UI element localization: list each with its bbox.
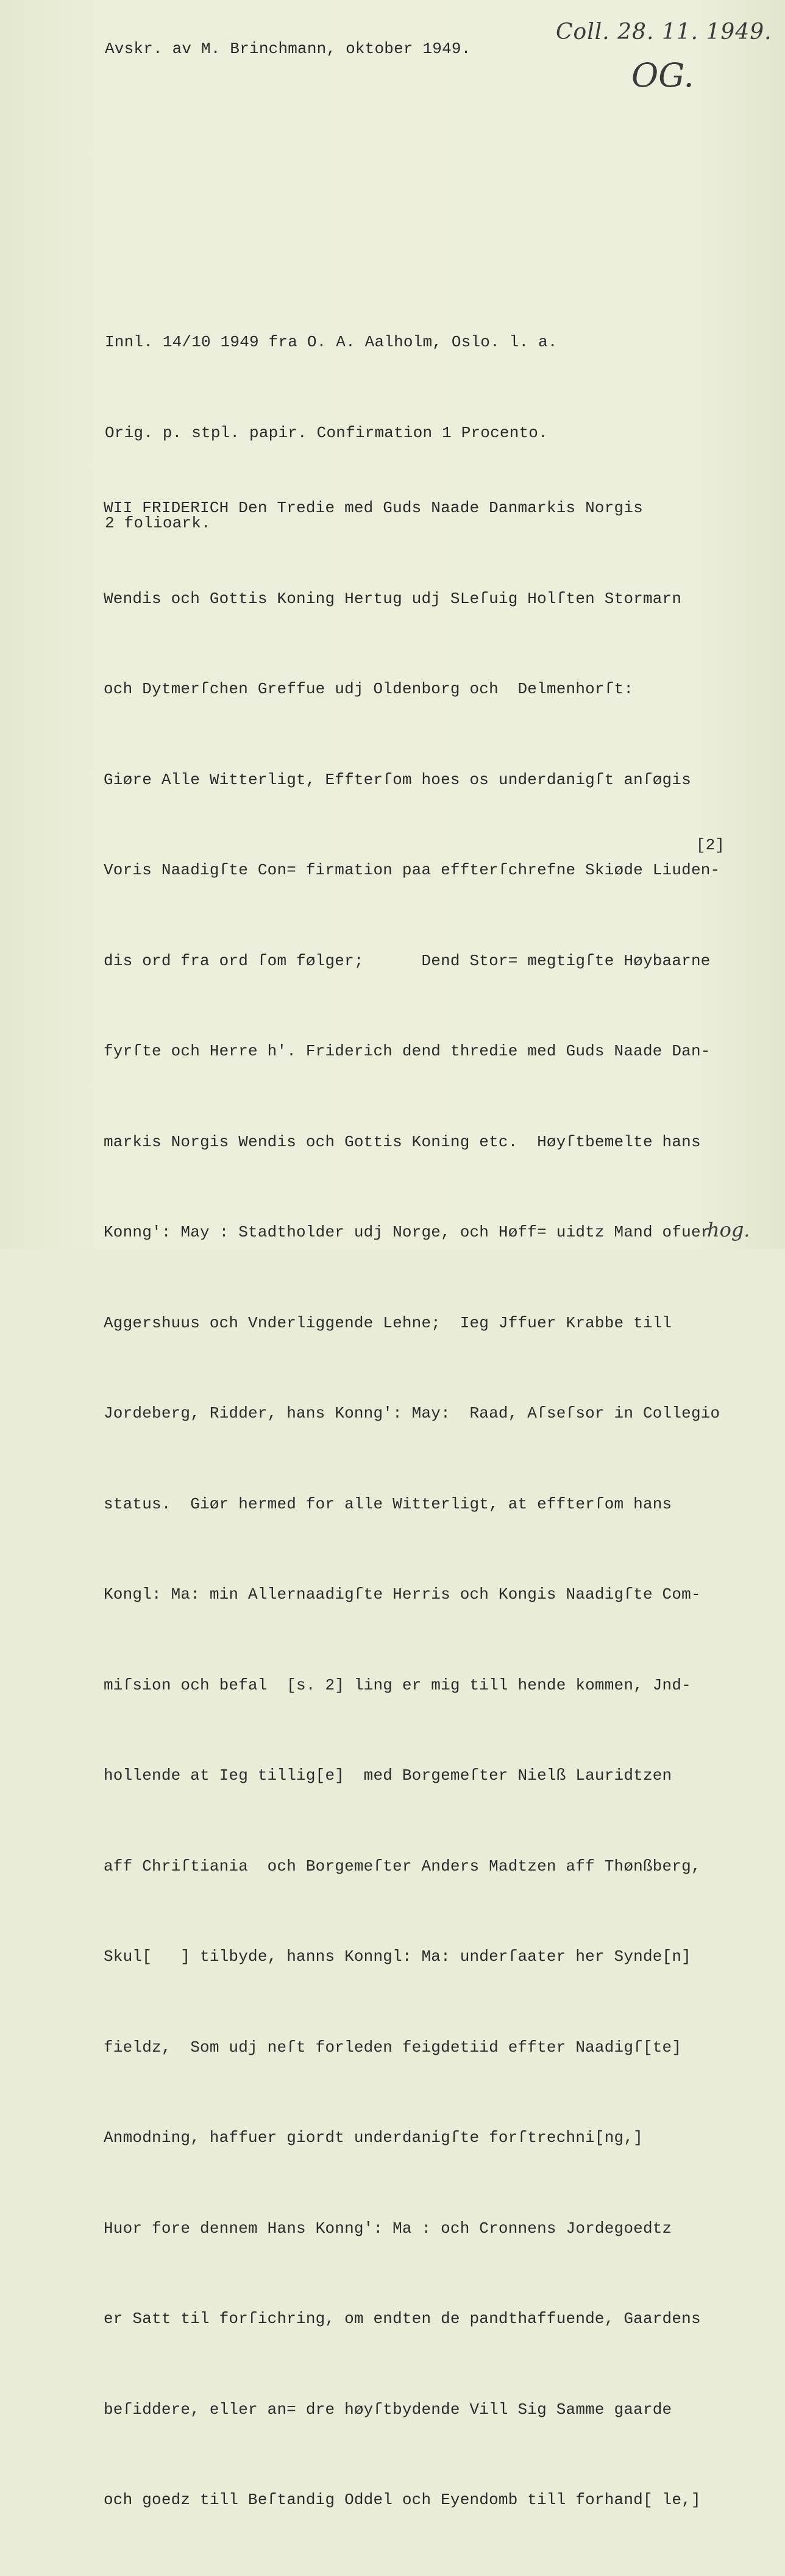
note-line: 2 folioark. (105, 514, 211, 532)
transcript-line: Huor fore dennem Hans Konng': Ma : och Cronnens Jordegoedtz (104, 2219, 672, 2238)
transcript-line: Skul[ ] tilbyde, hanns Konngl: Ma: underſaater her Synde[n] (104, 1947, 691, 1966)
transcript-line: aff Chriſtiania och Borgemeſter Anders Madtzen aff Thønßberg, (104, 1857, 701, 1875)
page-reference-marker: [2] (696, 836, 725, 854)
transcript-line: Anmodning, haffuer giordt underdanigſte forſtrechni[ng,] (104, 2128, 643, 2147)
handwritten-bottom-mark: hog. (707, 1218, 750, 1241)
transcription-header: Avskr. av M. Brinchmann, oktober 1949. (105, 40, 471, 58)
transcript-line: er Satt til forſichring, om endten de pandthaffuende, Gaardens (104, 2310, 701, 2328)
handwritten-initials: OG. (631, 56, 694, 95)
transcript-line: markis Norgis Wendis och Gottis Koning etc. Høyſtbemelte hans (104, 1132, 701, 1151)
transcript-line: fyrſte och Herre h'. Friderich dend thredie med Guds Naade Dan- (104, 1042, 711, 1060)
transcript-line: hollende at Ieg tillig[e] med Borgemeſter Nielß Lauridtzen (104, 1766, 672, 1785)
transcript-body (104, 433, 720, 2576)
transcript-line: Konng': May : Stadtholder udj Norge, och Høff= uidtz Mand ofuer (104, 1223, 711, 1241)
note-line: Orig. p. stpl. papir. Confirmation 1 Procento. (105, 423, 548, 442)
transcript-line: Giøre Alle Witterligt, Effterſom hoes os underdanigſt anſøgis (104, 770, 691, 789)
transcript-line: Kongl: Ma: min Allernaadigſte Herris och Kongis Naadigſte Com- (104, 1585, 701, 1604)
transcript-line: Jordeberg, Ridder, hans Konng': May: Raad, Aſseſsor in Collegio (104, 1404, 720, 1422)
transcript-line: Voris Naadigſte Con= firmation paa effterſchrefne Skiøde Liuden- (104, 861, 720, 879)
transcript-line: och Dytmerſchen Greffue udj Oldenborg och Delmenhorſt: (104, 680, 634, 698)
transcript-line: WII FRIDERICH Den Tredie med Guds Naade Danmarkis Norgis (104, 499, 643, 517)
transcript-line: beſiddere, eller an= dre høyſtbydende Vill Sig Samme gaarde (104, 2400, 672, 2419)
transcript-line: Wendis och Gottis Koning Hertug udj SLeſuig Holſten Stormarn (104, 589, 682, 608)
transcript-line: dis ord fra ord ſom følger; Dend Stor= megtigſte Høybaarne (104, 951, 711, 970)
transcript-line: Aggershuus och Vnderliggende Lehne; Ieg Jffuer Krabbe till (104, 1313, 672, 1332)
note-line: Innl. 14/10 1949 fra O. A. Aalholm, Oslo. l. a. (105, 333, 558, 351)
transcript-line: status. Giør hermed for alle Witterligt, at effterſom hans (104, 1494, 672, 1513)
transcript-line: fieldz, Som udj neſt forleden feigdetiid effter Naadigſ[te] (104, 2038, 682, 2057)
handwritten-collection-note: Coll. 28. 11. 1949. (556, 20, 772, 45)
transcript-line: miſsion och befal [s. 2] ling er mig till hende kommen, Jnd- (104, 1675, 691, 1694)
transcript-line: och goedz till Beſtandig Oddel och Eyendomb till forhand[ le,] (104, 2491, 701, 2509)
